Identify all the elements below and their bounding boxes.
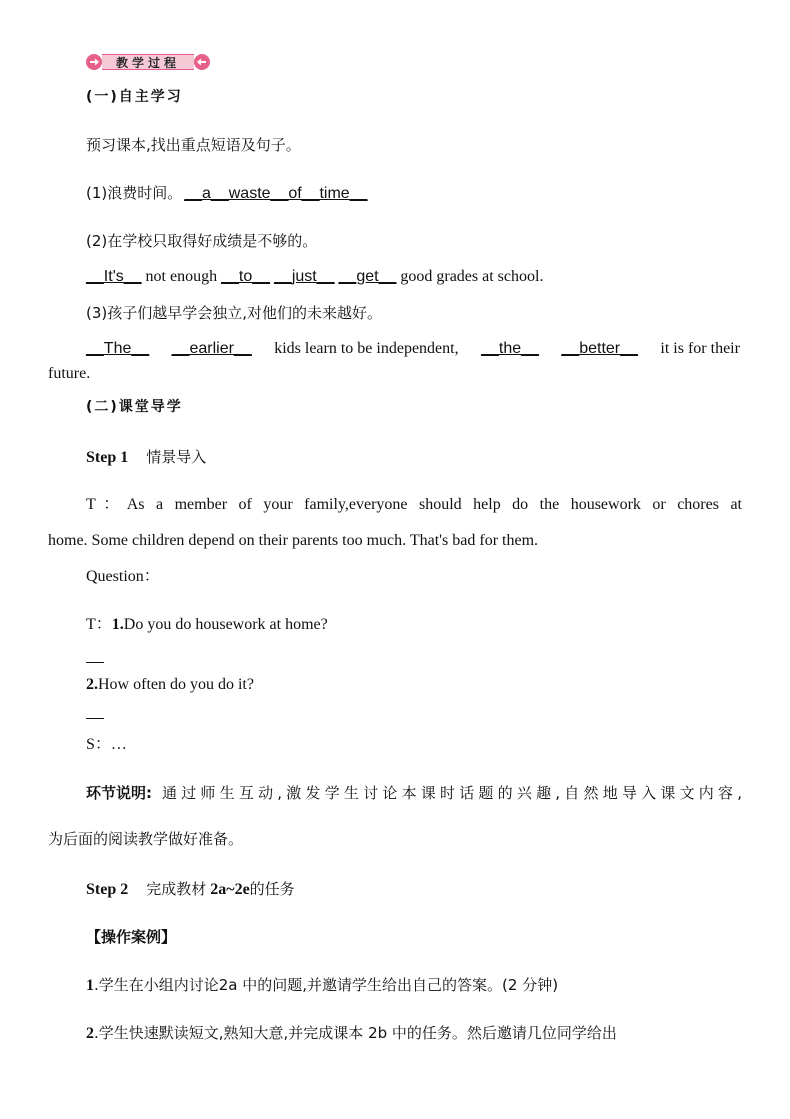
note-label: 环节说明: — [86, 784, 152, 802]
step2-title-pre: 完成教材 — [146, 880, 207, 898]
teacher-line-1-text: T：As a member of your family,everyone should help do the housework or chores at — [86, 496, 742, 513]
item1-answer: __a__waste__of__time__ — [184, 185, 368, 202]
step1-note-line-2: 为后面的阅读教学做好准备。 — [48, 830, 244, 848]
step1-heading — [86, 446, 206, 469]
step1-note-line-1 — [86, 782, 742, 804]
item3-text-2: it is for their — [660, 340, 740, 357]
item2-answer-2: __to__ — [221, 268, 271, 285]
arrow-right-icon — [86, 54, 102, 70]
self-study-intro: 预习课本,找出重点短语及句子。 — [86, 136, 301, 154]
step1-teacher-line-2: home. Some children depend on their parents too much. That's bad for them. — [48, 532, 539, 549]
item3-prompt: (3)孩子们越早学会独立,对他们的未来越好。 — [86, 304, 383, 322]
arrow-left-icon — [194, 54, 210, 70]
case-item-1-text: .学生在小组内讨论2a 中的问题,并邀请学生给出自己的答案。(2 分钟) — [94, 976, 559, 994]
step2-title-post: 的任务 — [249, 880, 295, 898]
case-item-2 — [86, 1022, 617, 1045]
q1-prefix: T： — [86, 616, 112, 633]
case-heading: 【操作案例】 — [86, 928, 177, 946]
item3-answer-4: __better__ — [561, 340, 638, 357]
item3-answer-2: __earlier__ — [171, 340, 252, 357]
item3-text-1: kids learn to be independent, — [274, 340, 459, 357]
exercise-item-3 — [86, 338, 740, 360]
q1-number: 1. — [111, 616, 124, 633]
step2-heading — [86, 878, 295, 901]
answer-blank-1 — [86, 646, 104, 670]
blank-line — [86, 646, 104, 663]
exercise-item-2 — [86, 266, 543, 288]
question-2 — [86, 674, 254, 696]
item2-answer-4: __get__ — [338, 268, 397, 285]
q2-number: 2. — [86, 676, 98, 693]
banner-title: 教学过程 — [102, 54, 194, 70]
step1-label: Step 1 — [86, 449, 129, 466]
case-item-2-text: .学生快速默读短文,熟知大意,并完成课本 2b 中的任务。然后邀请几位同学给出 — [94, 1024, 617, 1042]
item2-text-2: good grades at school. — [400, 268, 544, 285]
student-response: S：… — [86, 736, 127, 753]
item2-prompt: (2)在学校只取得好成绩是不够的。 — [86, 232, 318, 250]
self-study-heading: (一)自主学习 — [86, 89, 183, 105]
teaching-process-banner — [86, 53, 210, 71]
question-1 — [86, 614, 328, 636]
case-item-2-number: 2 — [86, 1025, 94, 1042]
item1-prompt: (1)浪费时间。 — [86, 184, 183, 202]
step2-title-range: 2a~2e — [210, 881, 250, 898]
item2-text-1: not enough — [145, 268, 218, 285]
step2-label: Step 2 — [86, 881, 129, 898]
item2-answer-1: __It's__ — [86, 268, 142, 285]
item3-answer-3: __the__ — [481, 340, 539, 357]
question-label: Question： — [86, 568, 160, 585]
case-item-1 — [86, 974, 558, 997]
item3-text-3: future. — [48, 365, 91, 382]
answer-blank-2 — [86, 702, 104, 726]
item3-answer-1: __The__ — [86, 340, 150, 357]
step1-teacher-line-1 — [86, 494, 742, 516]
item2-answer-3: __just__ — [274, 268, 335, 285]
case-item-1-number: 1 — [86, 977, 94, 994]
exercise-item-1 — [86, 182, 368, 205]
q1-text: Do you do housework at home? — [123, 616, 328, 633]
note-text-1: 通过师生互动,激发学生讨论本课时话题的兴趣,自然地导入课文内容, — [162, 784, 742, 802]
step1-title: 情景导入 — [146, 448, 207, 466]
blank-line — [86, 702, 104, 719]
class-guide-heading: (二)课堂导学 — [86, 399, 183, 415]
q2-text: How often do you do it? — [98, 676, 254, 693]
